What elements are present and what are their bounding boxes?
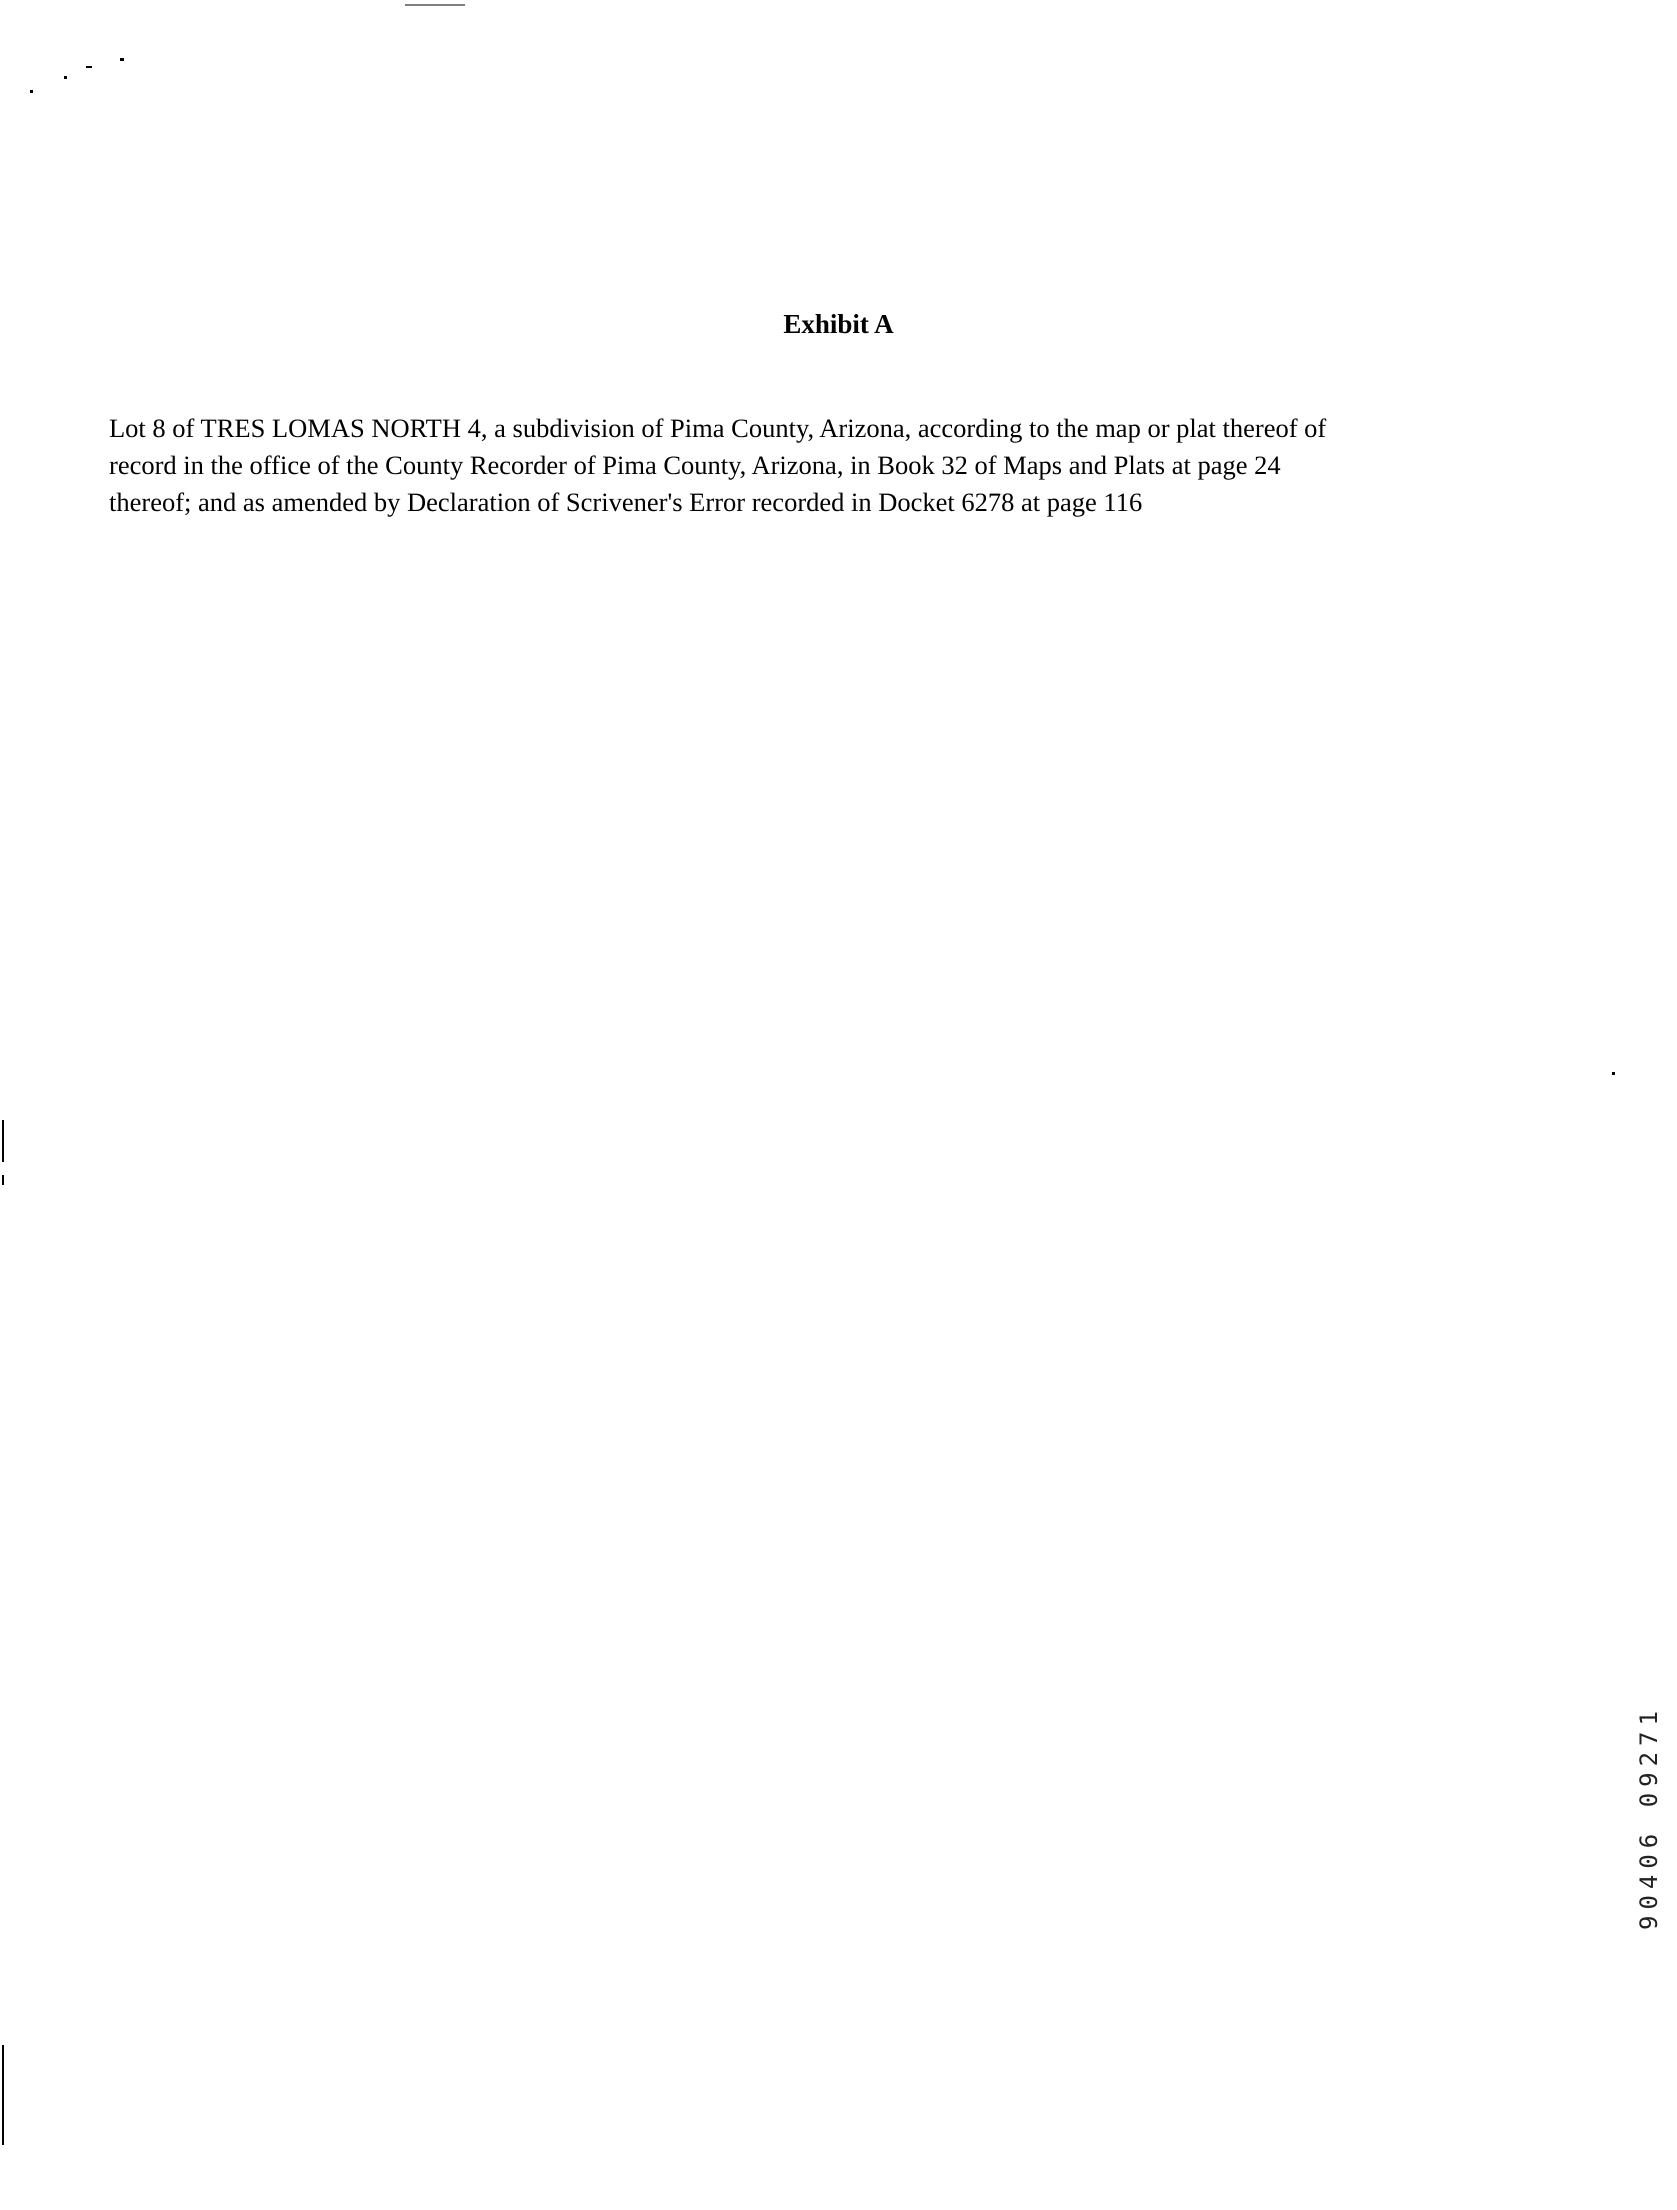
scan-edge-line [2,1175,4,1185]
legal-description-line: record in the office of the County Recorder of Pima County, Arizona, in Book 32 of Maps and Plats at page 24 [109,450,1281,480]
scan-speck [64,76,67,79]
scan-speck [1612,1072,1615,1075]
scan-speck [120,58,124,61]
scan-edge-line [2,1120,4,1162]
recording-number-stamp [1604,1580,1663,1930]
recording-number-text: 90406 09271 [1635,1705,1663,1930]
legal-description [109,410,1579,521]
scan-speck [86,66,92,68]
legal-description-line: thereof; and as amended by Declaration of Scrivener's Error recorded in Docket 6278 at page 116 [109,487,1143,517]
scan-speck [30,90,33,93]
exhibit-title: Exhibit A [783,309,894,339]
legal-description-line: Lot 8 of TRES LOMAS NORTH 4, a subdivision of Pima County, Arizona, according to the map or plat thereof of [109,413,1327,443]
scan-speck [405,4,465,6]
scan-edge-line [2,2045,4,2145]
